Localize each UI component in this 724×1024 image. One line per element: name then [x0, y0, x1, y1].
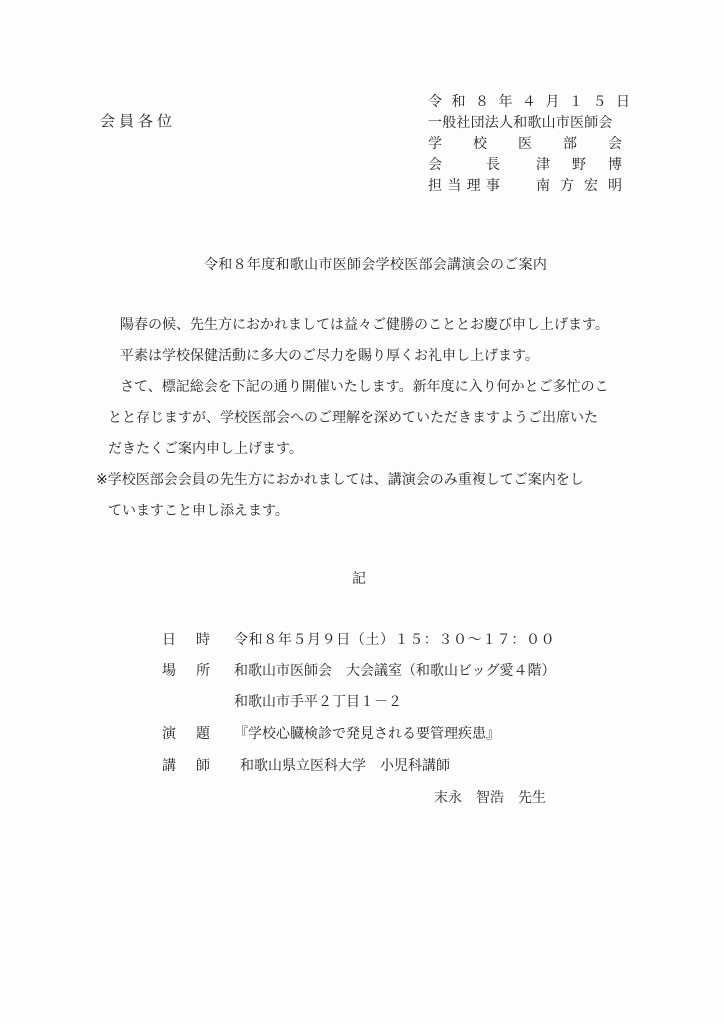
body-line: だきたくご案内申し上げます。 [108, 441, 303, 457]
department-name [428, 137, 622, 151]
body-line: 平素は学校保健活動に多大のご尽力を賜り厚くお礼申し上げます。 [120, 348, 539, 364]
department-char: 部 [563, 136, 577, 152]
director-line [428, 179, 622, 193]
body-line: ※学校医部会会員の先生方におかれましては、講演会のみ重複してご案内をし [96, 472, 584, 488]
body-line: ていますこと申し添えます。 [108, 503, 289, 519]
name-char: 方 [560, 178, 574, 194]
title-char: 会 [428, 157, 442, 173]
place-label [162, 664, 210, 678]
label-char: 師 [196, 758, 210, 774]
issue-date [428, 94, 640, 110]
director-name [536, 179, 622, 193]
department-char: 学 [428, 136, 442, 152]
label-char: 演 [162, 726, 176, 742]
issue-date-text: 令和８年４月１５日 [428, 94, 640, 110]
addressee: 会員各位 [100, 112, 177, 130]
chairman-name [536, 158, 622, 172]
label-char: 日 [162, 632, 176, 648]
datetime-label [162, 633, 210, 647]
title-char: 担 [428, 178, 442, 194]
lecturer-affiliation: 和歌山県立医科大学 小児科講師 [240, 758, 450, 774]
ki-heading: 記 [352, 571, 366, 587]
title-char: 理 [466, 178, 481, 194]
department-char: 校 [473, 136, 487, 152]
datetime-value: 令和８年５月９日（土）１５：３０～１７：００ [234, 632, 556, 648]
department-char: 会 [608, 136, 622, 152]
body-line: とと存じますが、学校医部会へのご理解を深めていただきますようご出席いた [108, 410, 598, 426]
topic-value: 『学校心臓検診で発見される要管理疾患』 [234, 726, 500, 742]
body-line: 陽春の候、先生方におかれましては益々ご健勝のこととお慶び申し上げます。 [120, 317, 609, 333]
label-char: 題 [196, 726, 210, 742]
lecturer-name: 末永 智浩 先生 [434, 790, 546, 806]
organization-name [428, 116, 622, 130]
title-char: 事 [485, 178, 500, 194]
label-char: 場 [162, 663, 176, 679]
place-value: 和歌山市医師会 大会議室（和歌山ビッグ愛４階） [234, 663, 556, 679]
title-char: 当 [447, 178, 462, 194]
label-char: 講 [162, 758, 176, 774]
chairman-title [428, 158, 500, 172]
topic-label [162, 727, 210, 741]
name-char: 南 [536, 178, 550, 194]
label-char: 時 [196, 632, 210, 648]
lecturer-label [162, 759, 210, 773]
label-char: 所 [196, 663, 210, 679]
name-char: 野 [572, 157, 586, 173]
director-title [428, 179, 500, 193]
name-char: 宏 [584, 178, 598, 194]
title-char: 長 [486, 157, 500, 173]
organization-name-text: 一般社団法人和歌山市医師会 [428, 115, 613, 131]
name-char: 津 [536, 157, 550, 173]
place-address: 和歌山市手平２丁目１－２ [234, 694, 402, 710]
body-line: さて、標記総会を下記の通り開催いたします。新年度に入り何かとご多忙のこ [120, 379, 609, 395]
department-char: 医 [518, 136, 532, 152]
chairman-line [428, 158, 622, 172]
document-title: 令和８年度和歌山市医師会学校医部会講演会のご案内 [204, 257, 548, 273]
name-char: 明 [608, 178, 622, 194]
name-char: 博 [608, 157, 622, 173]
